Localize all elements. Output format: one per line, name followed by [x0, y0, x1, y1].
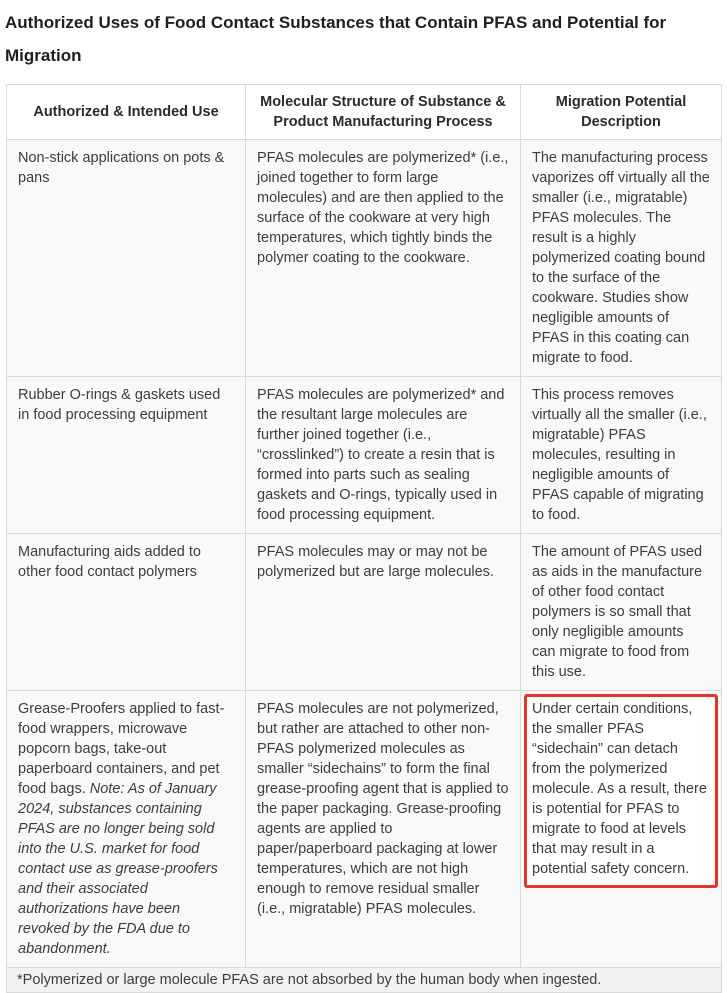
cell-structure-grease-proofers: PFAS molecules are not polymerized, but rather are attached to other non-PFAS polymerized molecules as smaller “sidechains” to form the final grease-proofing agent that is applied to the paper packaging. Grease-proofing agents are applied to paper/paperboard packaging at lower temperatures, which are not high enough to remove residual smaller (i.e., migratable) PFAS molecules. — [246, 691, 521, 968]
cell-structure-orings: PFAS molecules are polymerized* and the resultant large molecules are further joined together (i.e., “crosslinked”) to create a resin that is formed into parts such as sealing gaskets and O-rings, typically used in food processing equipment. — [246, 377, 521, 534]
cell-migration-grease-proofers — [521, 691, 722, 968]
column-header-authorized-use: Authorized & Intended Use — [7, 85, 246, 140]
grease-proofers-text: Grease-Proofers applied to fast-food wrappers, microwave popcorn bags, take-out paperboard containers, and pet food bags. — [18, 701, 225, 797]
table-row — [7, 140, 722, 377]
page-container — [0, 6, 727, 993]
table-header-row — [7, 85, 722, 140]
pfas-uses-table — [6, 84, 722, 993]
column-header-molecular-structure: Molecular Structure of Substance & Product Manufacturing Process — [246, 85, 521, 140]
column-header-migration-potential: Migration Potential Description — [521, 85, 722, 140]
cell-migration-orings: This process removes virtually all the smaller (i.e., migratable) PFAS molecules, resulting in negligible amounts of PFAS capable of migrating to food. — [521, 377, 722, 534]
page-title: Authorized Uses of Food Contact Substances that Contain PFAS and Potential for Migration — [5, 13, 667, 65]
table-row — [7, 534, 722, 691]
grease-proofers-note: Note: As of January 2024, substances containing PFAS are no longer being sold into the U.S. market for food contact use as grease-proofers and their associated authorizations have been revoked by the FDA due to abandonment. — [18, 781, 218, 957]
cell-use-nonstick: Non-stick applications on pots & pans — [7, 140, 246, 377]
footnote-text: *Polymerized or large molecule PFAS are not absorbed by the human body when ingested. — [7, 968, 722, 993]
cell-migration-manufacturing-aids: The amount of PFAS used as aids in the manufacture of other food contact polymers is so small that only negligible amounts can migrate to food from this use. — [521, 534, 722, 691]
cell-structure-manufacturing-aids: PFAS molecules may or may not be polymerized but are large molecules. — [246, 534, 521, 691]
cell-use-manufacturing-aids: Manufacturing aids added to other food contact polymers — [7, 534, 246, 691]
cell-structure-nonstick: PFAS molecules are polymerized* (i.e., joined together to form large molecules) and are then applied to the surface of the cookware at very high temperatures, which tightly binds the polymer coating to the cookware. — [246, 140, 521, 377]
table-row — [7, 691, 722, 968]
table-row — [7, 377, 722, 534]
cell-use-grease-proofers — [7, 691, 246, 968]
cell-migration-nonstick: The manufacturing process vaporizes off virtually all the smaller (i.e., migratable) PFAS molecules. The result is a highly polymerized coating bound to the surface of the cookware. Studies show negligible amounts of PFAS in this coating can migrate to food. — [521, 140, 722, 377]
table-footnote-row — [7, 968, 722, 993]
cell-use-orings: Rubber O-rings & gaskets used in food processing equipment — [7, 377, 246, 534]
highlight-box: Under certain conditions, the smaller PFAS “sidechain” can detach from the polymerized molecule. As a result, there is potential for PFAS to migrate to food at levels that may result in a potential safety concern. — [524, 694, 718, 888]
